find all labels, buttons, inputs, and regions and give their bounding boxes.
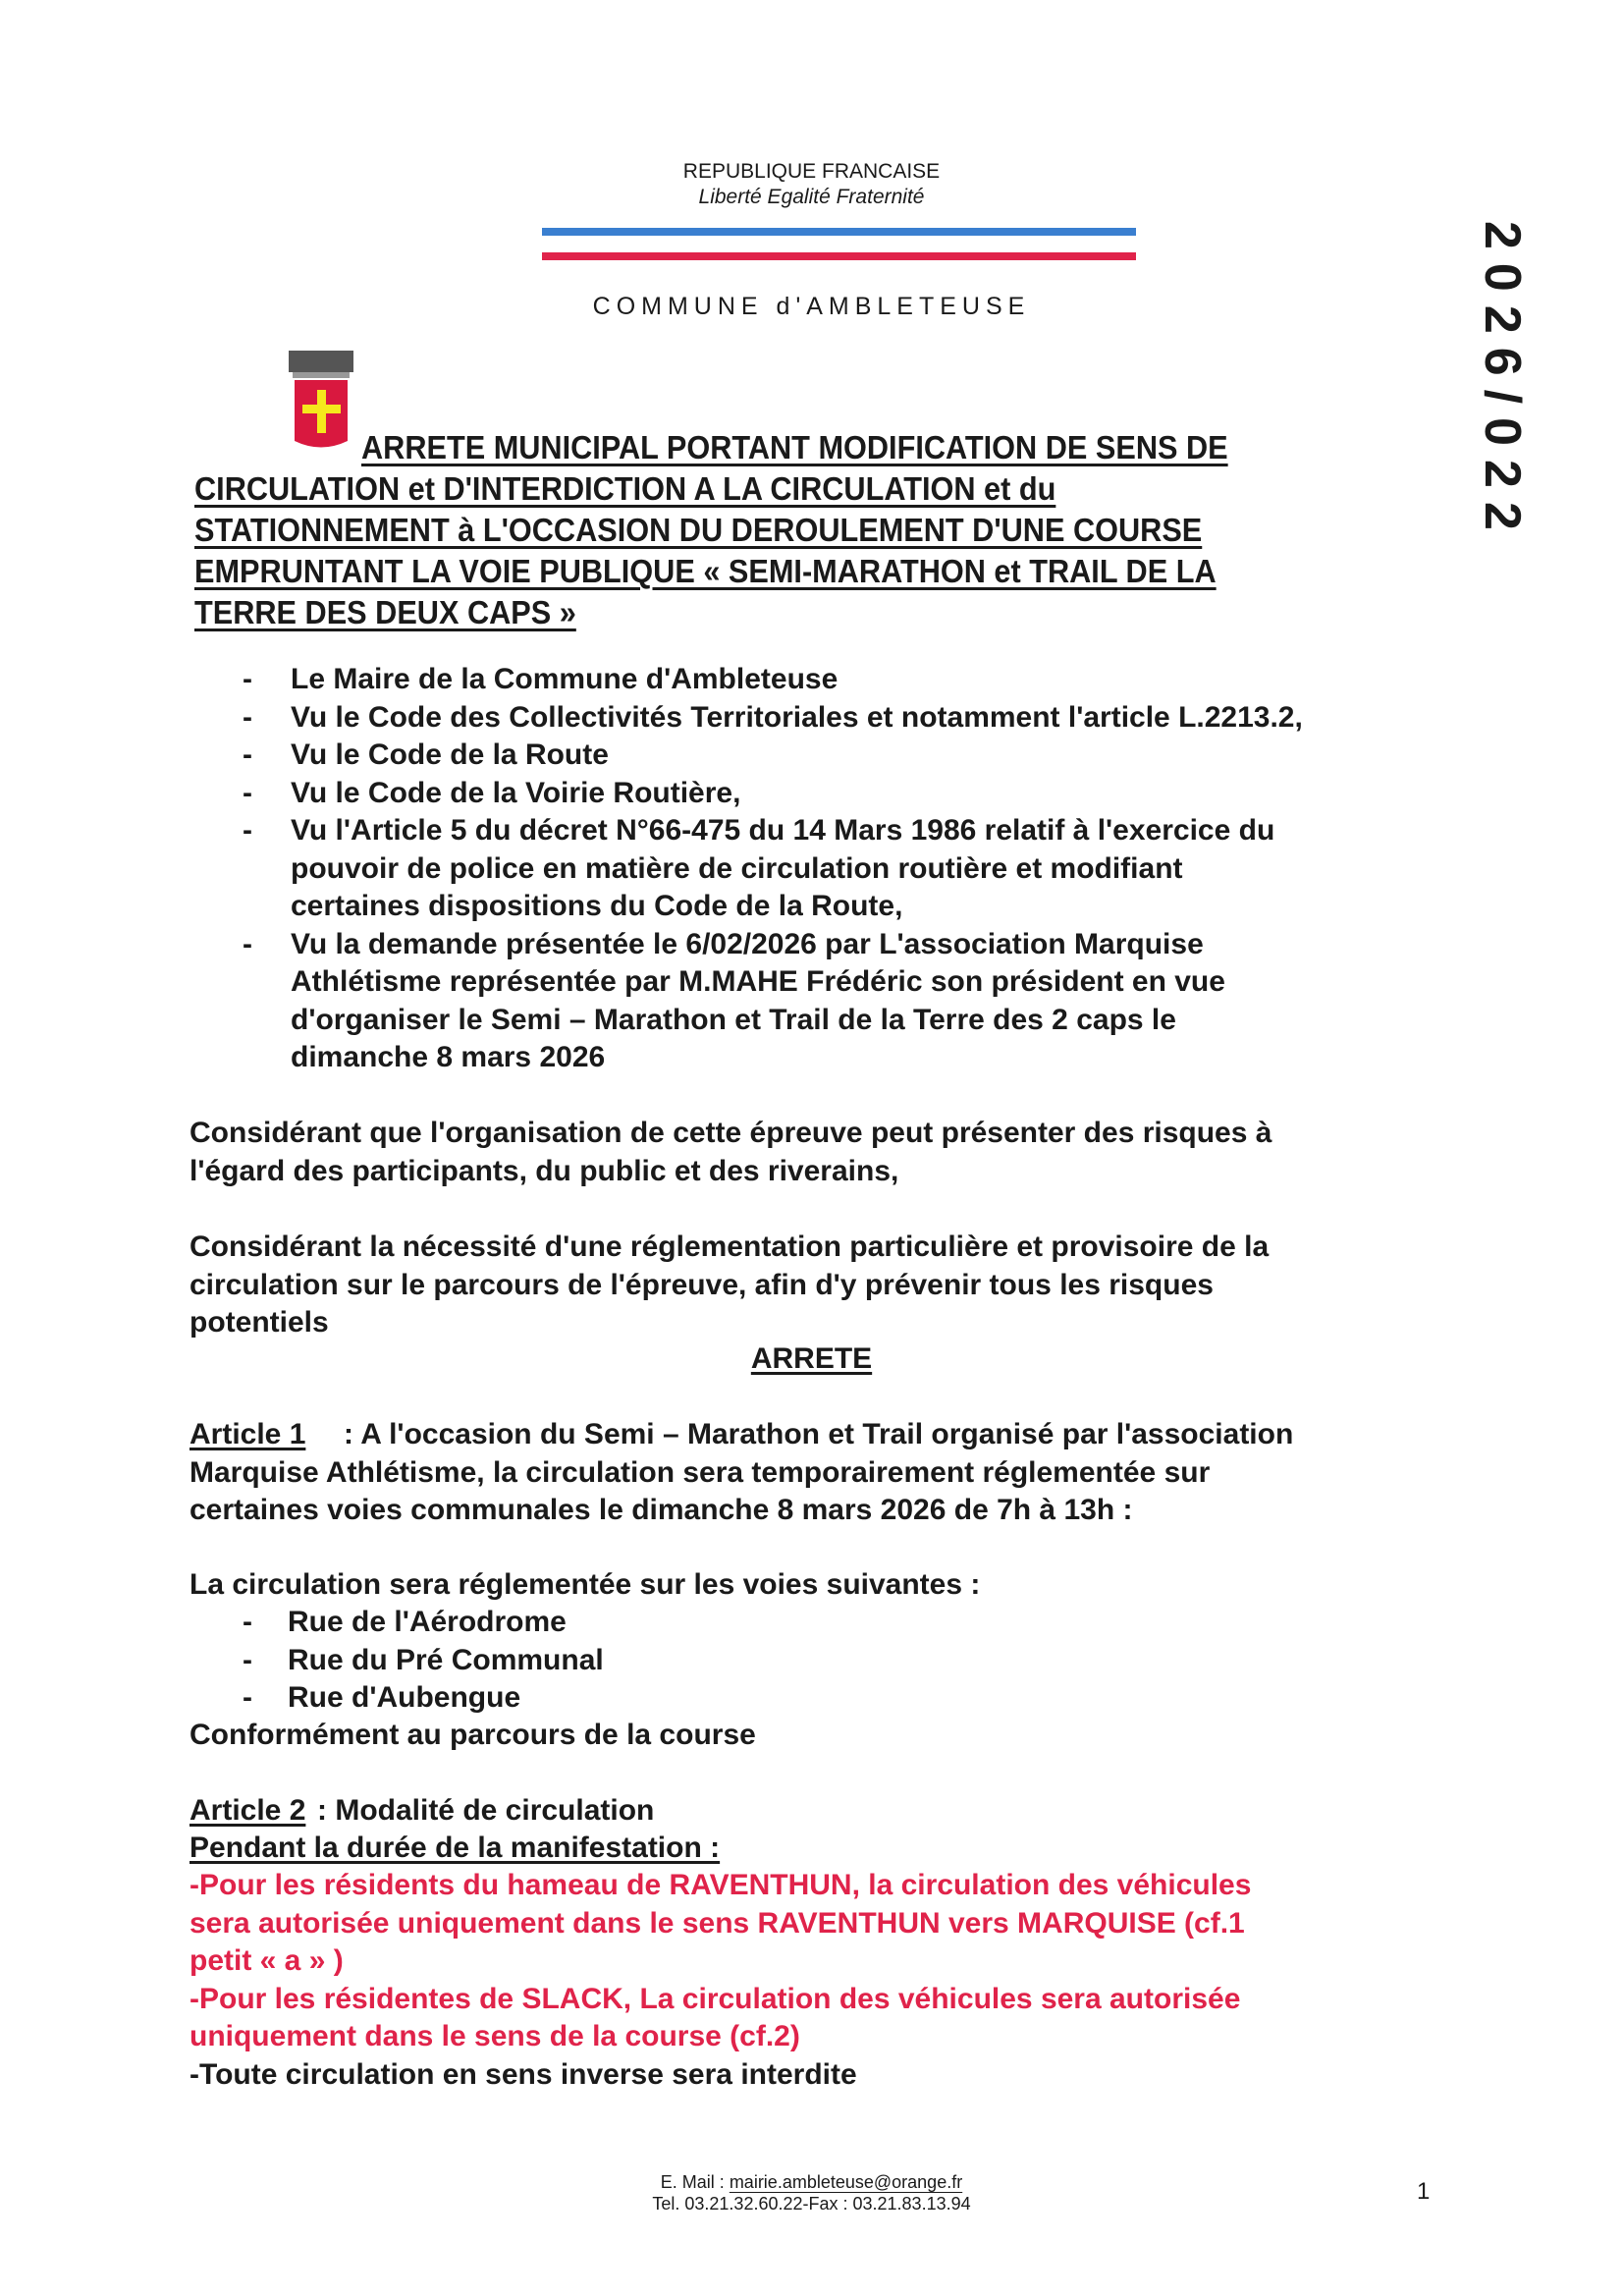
roads-intro: La circulation sera réglementée sur les voies suivantes : [189, 1568, 981, 1601]
bullet-dash: - [243, 738, 252, 771]
title-line: TERRE DES DEUX CAPS » [194, 594, 576, 630]
article1-line: Marquise Athlétisme, la circulation sera temporairement réglementée sur [189, 1455, 1211, 1489]
considerant-line: circulation sur le parcours de l'épreuve, afin d'y prévenir tous les risques [189, 1268, 1214, 1301]
flag-red-line [542, 252, 1136, 260]
restriction-line: -Pour les résidents du hameau de RAVENTHUN, la circulation des véhicules [189, 1869, 1252, 1901]
bullet-dash: - [243, 927, 252, 960]
registration-stamp: 2026/022 [1474, 221, 1531, 544]
bullet-dash: - [243, 776, 252, 809]
article2-subheading: Pendant la durée de la manifestation : [189, 1831, 721, 1864]
email-label: E. Mail : [660, 2172, 730, 2192]
road-item: Rue du Pré Communal [288, 1643, 604, 1676]
road-item: Rue de l'Aérodrome [288, 1606, 567, 1638]
visa-line: Vu l'Article 5 du décret N°66-475 du 14 Mars 1986 relatif à l'exercice du [291, 814, 1275, 847]
bullet-dash: - [243, 814, 252, 847]
article1-line: : A l'occasion du Semi – Marathon et Trail organisé par l'association [344, 1418, 1294, 1450]
bullet-dash: - [243, 1606, 252, 1638]
footer-email [0, 2172, 1623, 2193]
title-line: STATIONNEMENT à L'OCCASION DU DEROULEMENT D'UNE COURSE [194, 512, 1203, 548]
considerant-line: Considérant que l'organisation de cette épreuve peut présenter des risques à [189, 1117, 1272, 1149]
article2-label: Article 2 [189, 1794, 306, 1827]
visa-line: Vu la demande présentée le 6/02/2026 par L'association Marquise [291, 927, 1204, 960]
republic-heading: REPUBLIQUE FRANCAISE [682, 160, 941, 183]
article2-text: : Modalité de circulation [317, 1794, 655, 1827]
considerant-line: potentiels [189, 1306, 329, 1339]
commune-name: COMMUNE d'AMBLETEUSE [592, 293, 1031, 320]
page-number: 1 [1417, 2178, 1431, 2205]
restriction-line: -Toute circulation en sens inverse sera interdite [189, 2058, 857, 2091]
restriction-line: uniquement dans le sens de la course (cf.2) [189, 2020, 800, 2052]
visa-line: certaines dispositions du Code de la Route, [291, 890, 903, 922]
title-line: ARRETE MUNICIPAL PORTANT MODIFICATION DE SENS DE [361, 429, 1228, 465]
visa-line: pouvoir de police en matière de circulation routière et modifiant [291, 851, 1183, 885]
visa-line: Athlétisme représentée par M.MAHE Frédéric son président en vue [291, 965, 1225, 998]
visa-line: d'organiser le Semi – Marathon et Trail de la Terre des 2 caps le [291, 1003, 1176, 1036]
footer-phone: Tel. 03.21.32.60.22-Fax : 03.21.83.13.94 [652, 2194, 971, 2214]
arrete-heading: ARRETE [750, 1342, 873, 1375]
restriction-line: sera autorisée uniquement dans le sens RAVENTHUN vers MARQUISE (cf.1 [189, 1906, 1245, 1940]
article1-label: Article 1 [189, 1418, 306, 1450]
motto: Liberté Egalité Fraternité [698, 186, 925, 208]
road-item: Rue d'Aubengue [288, 1681, 521, 1714]
restriction-line: petit « a » ) [189, 1944, 344, 1977]
visa-line: Vu le Code de la Voirie Routière, [291, 776, 741, 809]
email-link[interactable]: mairie.ambleteuse@orange.fr [729, 2172, 963, 2192]
bullet-dash: - [243, 1681, 252, 1714]
bullet-dash: - [243, 1643, 252, 1676]
roads-outro: Conformément au parcours de la course [189, 1719, 756, 1751]
visa-line: dimanche 8 mars 2026 [291, 1041, 606, 1073]
article1-line: certaines voies communales le dimanche 8 mars 2026 de 7h à 13h : [189, 1494, 1133, 1526]
title-line: CIRCULATION et D'INTERDICTION A LA CIRCULATION et du [194, 470, 1056, 507]
considerant-line: l'égard des participants, du public et des riverains, [189, 1154, 899, 1187]
considerant-line: Considérant la nécessité d'une réglementation particulière et provisoire de la [189, 1230, 1270, 1263]
title-line: EMPRUNTANT LA VOIE PUBLIQUE « SEMI-MARATHON et TRAIL DE LA [194, 553, 1217, 589]
visa-line: Le Maire de la Commune d'Ambleteuse [291, 663, 839, 695]
restriction-line: -Pour les résidentes de SLACK, La circulation des véhicules sera autorisée [189, 1982, 1241, 2015]
visa-line: Vu le Code de la Route [291, 738, 609, 771]
coat-of-arms-icon [285, 351, 358, 454]
bullet-dash: - [243, 700, 252, 734]
flag-blue-line [542, 228, 1136, 236]
bullet-dash: - [243, 663, 252, 695]
visa-line: Vu le Code des Collectivités Territoriales et notamment l'article L.2213.2, [291, 700, 1303, 734]
